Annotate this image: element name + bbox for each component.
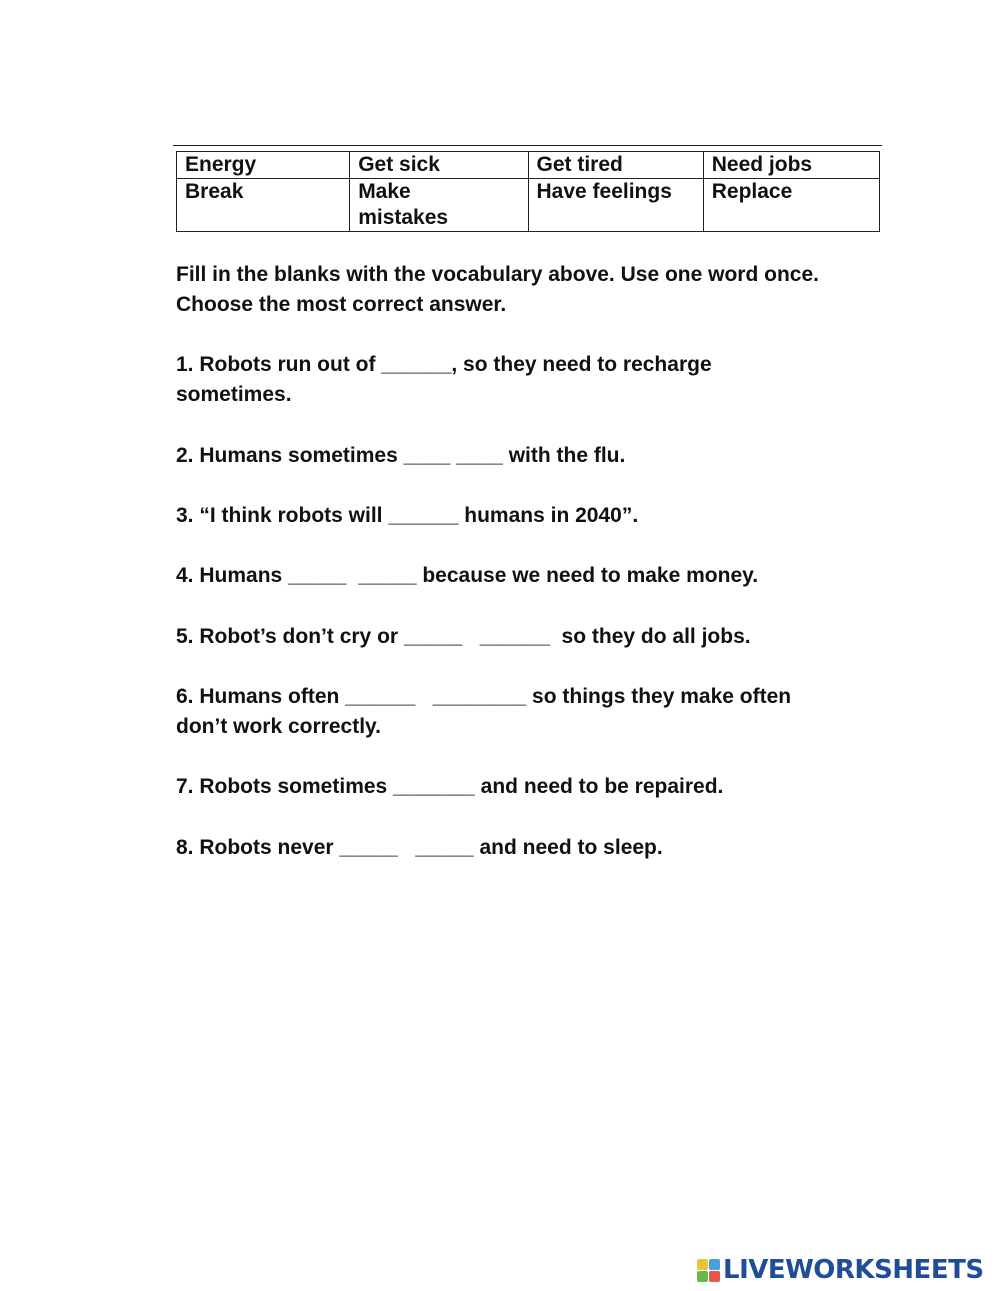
question-3: 3. “I think robots will ______ humans in 2040”. <box>176 504 639 527</box>
question-8: 8. Robots never _____ _____ and need to sleep. <box>176 836 663 859</box>
vocab-cell: Get sick <box>350 152 528 179</box>
question-line: sometimes. <box>176 383 292 406</box>
logo-mark-icon <box>697 1259 720 1282</box>
table-row <box>177 152 880 179</box>
table-row <box>177 179 880 232</box>
instructions-line: Choose the most correct answer. <box>176 293 507 316</box>
logo-text: LIVEWORKSHEETS <box>723 1255 984 1285</box>
question-6 <box>176 682 896 742</box>
vocab-cell: Make mistakes <box>350 179 528 232</box>
question-line: 1. Robots run out of ______, so they need to recharge <box>176 353 712 376</box>
vocab-cell: Replace <box>703 179 879 232</box>
vocab-cell: Have feelings <box>528 179 703 232</box>
table-top-rule <box>173 145 882 146</box>
question-5: 5. Robot’s don’t cry or _____ ______ so they do all jobs. <box>176 625 751 648</box>
liveworksheets-logo <box>697 1255 984 1285</box>
question-1 <box>176 350 896 410</box>
question-2: 2. Humans sometimes ____ ____ with the flu. <box>176 444 626 467</box>
instructions <box>176 260 896 320</box>
vocab-cell: Break <box>177 179 350 232</box>
vocab-cell: Get tired <box>528 152 703 179</box>
vocab-cell: Energy <box>177 152 350 179</box>
question-4: 4. Humans _____ _____ because we need to make money. <box>176 564 759 587</box>
question-line: don’t work correctly. <box>176 715 381 738</box>
question-7: 7. Robots sometimes _______ and need to be repaired. <box>176 775 724 798</box>
instructions-line: Fill in the blanks with the vocabulary above. Use one word once. <box>176 263 819 286</box>
vocabulary-table <box>176 151 880 232</box>
question-line: 6. Humans often ______ ________ so things they make often <box>176 685 792 708</box>
vocab-cell: Need jobs <box>703 152 879 179</box>
